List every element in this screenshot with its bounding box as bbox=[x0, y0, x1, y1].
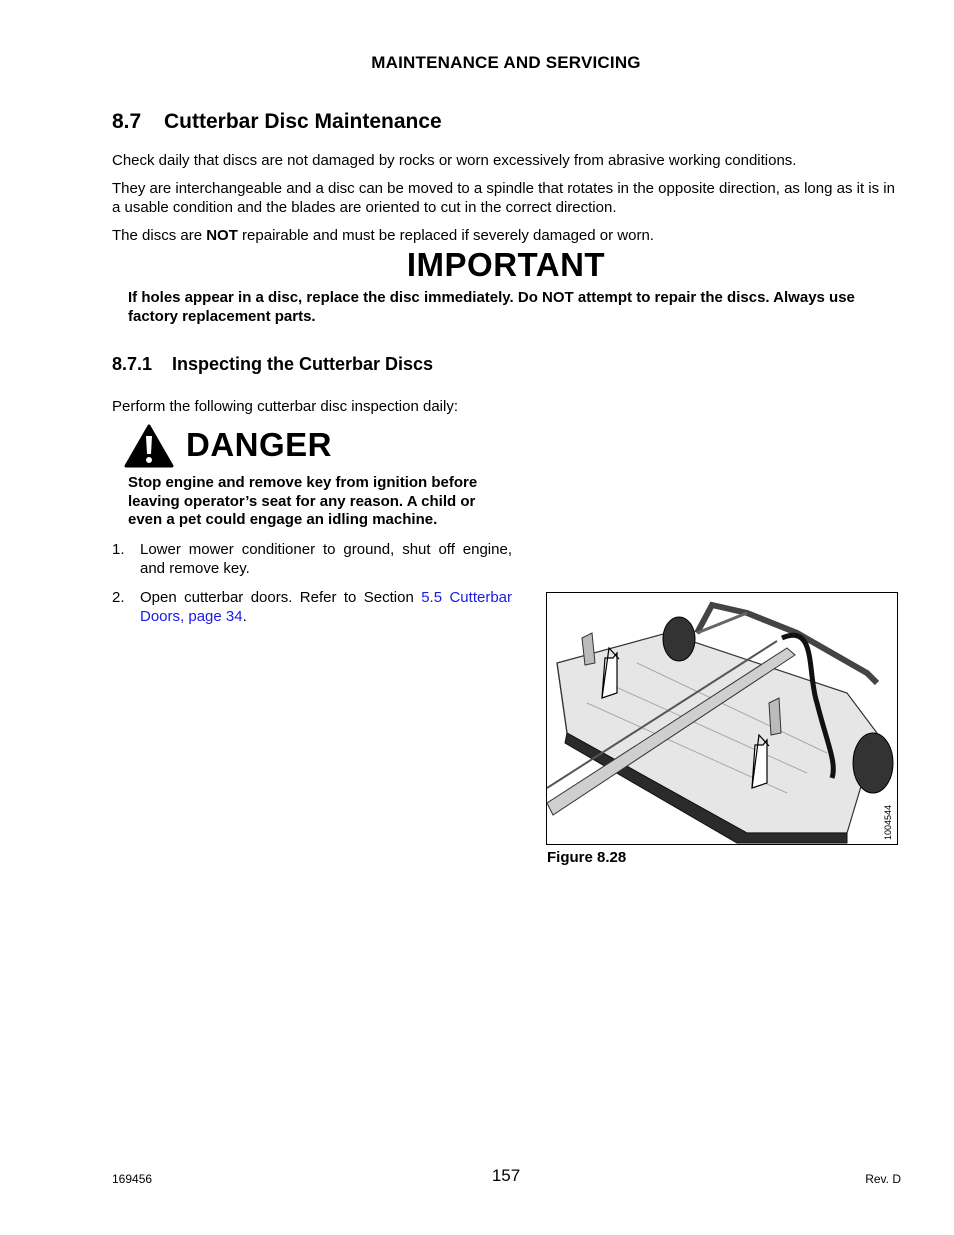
footer-page-number: 157 bbox=[491, 1166, 521, 1185]
cutterbar-drawing bbox=[547, 593, 897, 844]
page-header: MAINTENANCE AND SERVICING bbox=[371, 53, 641, 72]
step-2-text-start: Open cutterbar doors. Refer to Section bbox=[140, 589, 422, 606]
mower-cutterbar-illustration bbox=[546, 592, 898, 845]
subsection-intro: Perform the following cutterbar disc inspection daily: bbox=[112, 398, 458, 415]
intro-paragraph-3 bbox=[112, 227, 907, 246]
warning-triangle-icon bbox=[124, 424, 174, 468]
subsection-heading bbox=[112, 354, 433, 375]
step-2-number: 2. bbox=[112, 589, 125, 606]
danger-title: DANGER bbox=[186, 426, 333, 463]
figure-image-id: 1004544 bbox=[883, 804, 893, 840]
section-title: Cutterbar Disc Maintenance bbox=[164, 110, 442, 133]
section-number: 8.7 bbox=[112, 110, 142, 133]
important-title: IMPORTANT bbox=[406, 246, 606, 283]
danger-text: Stop engine and remove key from ignition before leaving operator’s seat for any reason. A child or even a pet could engage an idling machine. bbox=[128, 474, 478, 528]
subsection-title: Inspecting the Cutterbar Discs bbox=[172, 354, 434, 374]
step-1 bbox=[112, 540, 512, 578]
step-2 bbox=[112, 588, 512, 626]
intro-paragraph-2: They are interchangeable and a disc can be moved to a spindle that rotates in the opposite direction, as long as it is in a usable condition and the blades are oriented to cut in the correct direction. bbox=[112, 180, 895, 216]
intro-paragraph-3-end: repairable and must be replaced if severely damaged or worn. bbox=[237, 227, 654, 244]
section-heading bbox=[112, 110, 442, 134]
intro-paragraph-1: Check daily that discs are not damaged by rocks or worn excessively from abrasive working conditions. bbox=[112, 152, 797, 169]
step-1-number: 1. bbox=[112, 541, 125, 558]
subsection-number: 8.7.1 bbox=[112, 354, 153, 374]
intro-paragraph-3-start: The discs are bbox=[112, 227, 207, 244]
important-text: If holes appear in a disc, replace the disc immediately. Do NOT attempt to repair the discs. Always use factory replacement parts. bbox=[128, 289, 855, 325]
intro-paragraph-3-emphasis: NOT bbox=[206, 227, 238, 244]
figure-caption: Figure 8.28 bbox=[547, 849, 627, 866]
cutterbar-doors-link[interactable]: 5.5 Cutterbar Doors, page 34 bbox=[140, 589, 512, 625]
step-1-text: Lower mower conditioner to ground, shut off engine, and remove key. bbox=[140, 541, 512, 577]
footer-doc-number: 169456 bbox=[112, 1172, 153, 1186]
footer-revision: Rev. D bbox=[865, 1172, 901, 1186]
step-2-text-end: . bbox=[242, 608, 247, 625]
step-2-text bbox=[140, 588, 512, 626]
